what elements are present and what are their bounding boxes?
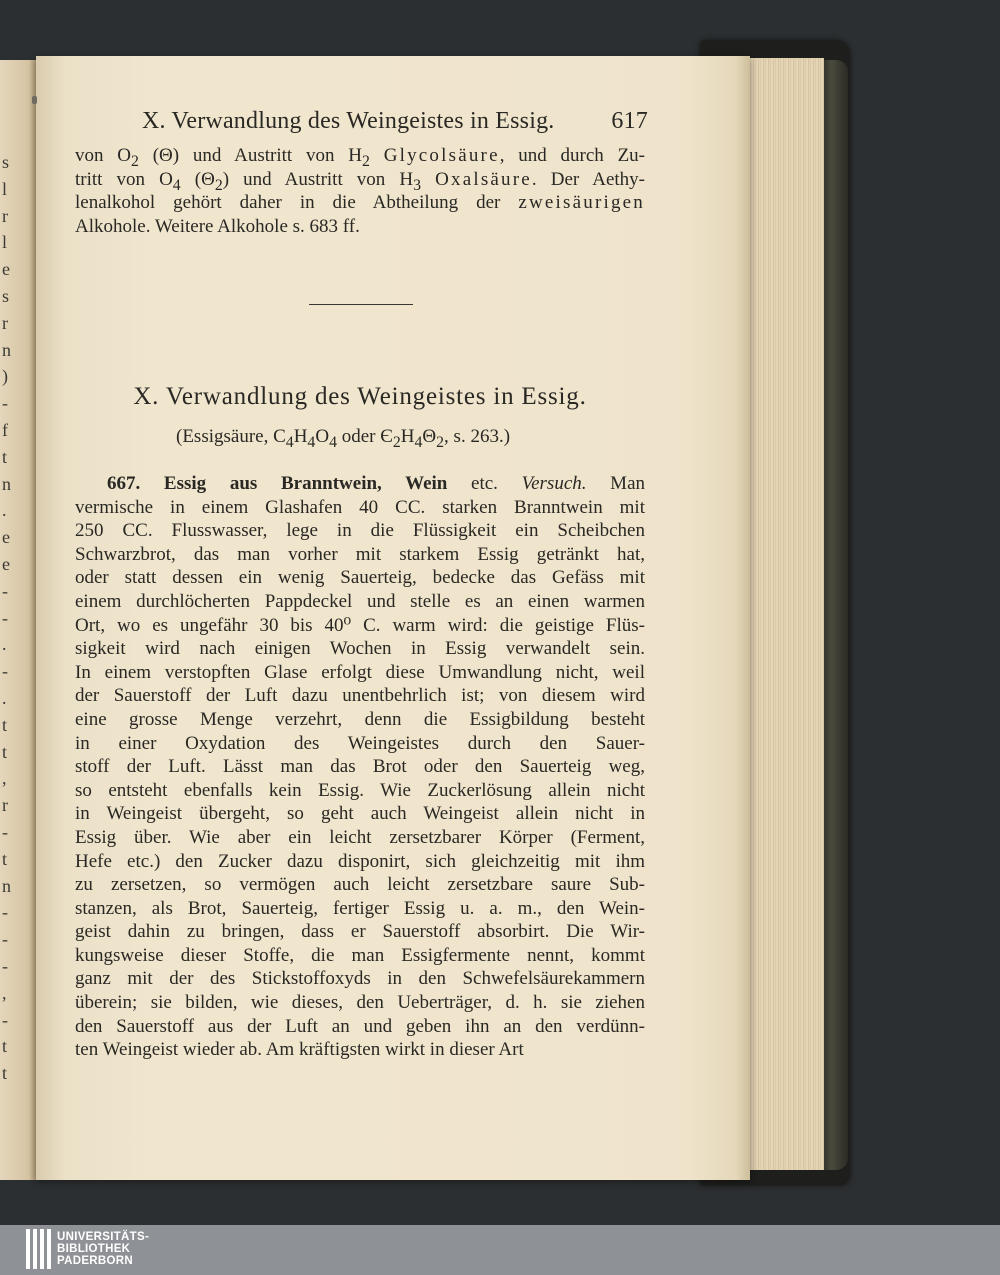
text-line: oder statt dessen ein wenig Sauerteig, bedecke das Gefäss mit bbox=[75, 567, 645, 589]
page-block-edge bbox=[742, 58, 824, 1170]
edge-char: t bbox=[2, 1063, 8, 1084]
edge-char: s bbox=[2, 286, 10, 306]
edge-char: ) bbox=[2, 366, 8, 387]
edge-char: n bbox=[2, 875, 11, 896]
continuation-text bbox=[75, 144, 645, 238]
paragraph-title: Essig aus Branntwein, Wein bbox=[163, 473, 448, 494]
left-page-cut-text bbox=[0, 60, 34, 1180]
edge-char: n bbox=[2, 339, 11, 360]
text-line: der Sauerstoff der Luft dazu unentbehrlich ist; von diesem wird bbox=[75, 685, 645, 707]
book-spine-edge bbox=[820, 60, 848, 1170]
edge-char: - bbox=[2, 902, 8, 923]
edge-char: n bbox=[2, 473, 11, 494]
edge-char: , bbox=[2, 768, 7, 789]
edge-char: - bbox=[2, 929, 8, 950]
text-line: Schwarzbrot, das man vorher mit starkem Essig getränkt hat, bbox=[75, 543, 645, 565]
edge-char: r bbox=[2, 795, 8, 816]
text-line: Hefe etc.) den Zucker dazu disponirt, sich gleichzeitig mit ihm bbox=[75, 850, 645, 872]
edge-char: . bbox=[2, 688, 7, 708]
edge-char: l bbox=[2, 178, 8, 199]
paragraph-667 bbox=[75, 472, 645, 1062]
text-line: zu zersetzen, so vermögen auch leicht zersetzbare saure Sub- bbox=[75, 874, 645, 896]
edge-char: l bbox=[2, 232, 8, 253]
edge-char: - bbox=[2, 661, 8, 682]
edge-char: . bbox=[2, 634, 7, 655]
page-number: 617 bbox=[611, 108, 648, 134]
text-line: ganz mit der des Stickstoffoxyds in den Schwefelsäurekammern bbox=[75, 968, 645, 990]
text-line: überein; sie bilden, wie dieses, den Ueberträger, d. h. sie ziehen bbox=[75, 992, 645, 1014]
edge-char: - bbox=[2, 607, 8, 628]
text-line: eine grosse Menge verzehrt, denn die Essigbildung besteht bbox=[75, 708, 645, 730]
text-line: so entsteht ebenfalls kein Essig. Wie Zuckerlösung allein nicht bbox=[75, 779, 645, 801]
edge-char: - bbox=[2, 956, 8, 976]
text-line: tritt von $O_4$ $(\Theta_2)$ und Austritt von $H_3$ Oxalsäure. Der Aethy- bbox=[75, 168, 645, 194]
section-divider bbox=[309, 304, 413, 305]
text-line: Alkohole. Weitere Alkohole s. 683 ff. bbox=[75, 215, 360, 237]
edge-char: - bbox=[2, 822, 8, 842]
edge-char: e bbox=[2, 259, 10, 280]
text-line: in Weingeist übergeht, so geht auch Weingeist allein nicht in bbox=[75, 803, 645, 825]
text-line: den Sauerstoff aus der Luft an und geben ihn an den verdünn- bbox=[75, 1015, 645, 1037]
edge-char: - bbox=[2, 580, 8, 601]
edge-char: e bbox=[2, 527, 10, 548]
text-line: stanzen, als Brot, Sauerteig, fertiger Essig u. a. m., den Wein- bbox=[75, 897, 645, 919]
edge-char: - bbox=[2, 1009, 8, 1030]
section-heading: X. Verwandlung des Weingeistes in Essig. bbox=[133, 383, 587, 410]
edge-char: t bbox=[2, 848, 8, 869]
paragraph-title-line: 667. Essig aus Branntwein, Wein etc. Versuch. Man bbox=[107, 473, 645, 494]
text-line: ten Weingeist wieder ab. Am kräftigsten wirkt in dieser Art bbox=[75, 1039, 524, 1061]
binding-mark bbox=[32, 96, 37, 104]
library-footer bbox=[0, 1225, 1000, 1275]
running-head-title: X. Verwandlung des Weingeistes in Essig. bbox=[142, 108, 555, 134]
text-line: einem durchlöcherten Pappdeckel und stelle es an einen warmen bbox=[75, 590, 645, 612]
text-line: geist dahin zu bringen, dass er Sauerstoff absorbirt. Die Wir- bbox=[75, 921, 645, 943]
edge-char: t bbox=[2, 714, 8, 735]
edge-char: r bbox=[2, 205, 8, 226]
text-line: in einer Oxydation des Weingeistes durch den Sauer- bbox=[75, 732, 645, 754]
text-line: von $O_2$ (Θ) und Austritt von $H_2$ Glycolsäure, und durch Zu- bbox=[75, 145, 646, 170]
text-line: 250 CC. Flusswasser, lege in die Flüssigkeit ein Scheibchen bbox=[75, 520, 645, 542]
library-logo-icon bbox=[26, 1229, 51, 1269]
edge-char: r bbox=[2, 312, 8, 333]
text-line: stoff der Luft. Lässt man das Brot oder den Sauerteig weg, bbox=[75, 756, 645, 778]
paragraph-number: 667. bbox=[107, 473, 141, 494]
edge-char: t bbox=[2, 446, 8, 467]
section-formula: (Essigsäure, $C_4H_4O_4$ oder $Є_2H_4\Theta_2$, s. 263.) bbox=[176, 426, 511, 451]
running-head bbox=[142, 108, 648, 135]
edge-char: , bbox=[2, 982, 7, 1003]
edge-char: f bbox=[2, 420, 8, 440]
text-line: Ort, wo es ungefähr 30 bis 40⁰ C. warm wird: die geistige Flüs- bbox=[75, 614, 645, 636]
library-logo-text: UNIVERSITÄTS- BIBLIOTHEK PADERBORN bbox=[57, 1231, 150, 1267]
text-line: lenalkohol gehört daher in die Abtheilung der zweisäurigen bbox=[75, 192, 645, 214]
edge-char: s bbox=[2, 152, 10, 172]
edge-char: t bbox=[2, 741, 8, 762]
edge-char: t bbox=[2, 1036, 8, 1057]
text-line: In einem verstopften Glase erfolgt diese Umwandlung nicht, weil bbox=[75, 661, 645, 683]
text-line: Essig über. Wie aber ein leicht zersetzbarer Körper (Ferment, bbox=[75, 826, 645, 848]
edge-char: - bbox=[2, 393, 8, 414]
edge-char: . bbox=[2, 500, 7, 521]
edge-char: e bbox=[2, 554, 10, 574]
text-line: kungsweise dieser Stoffe, die man Essigfermente nennt, kommt bbox=[75, 944, 645, 966]
text-line: vermische in einem Glashafen 40 CC. starken Branntwein mit bbox=[75, 496, 645, 518]
library-logo bbox=[26, 1229, 149, 1269]
paragraph-lines bbox=[75, 496, 645, 1062]
text-line: sigkeit wird nach einigen Wochen in Essig verwandelt sein. bbox=[75, 638, 645, 660]
